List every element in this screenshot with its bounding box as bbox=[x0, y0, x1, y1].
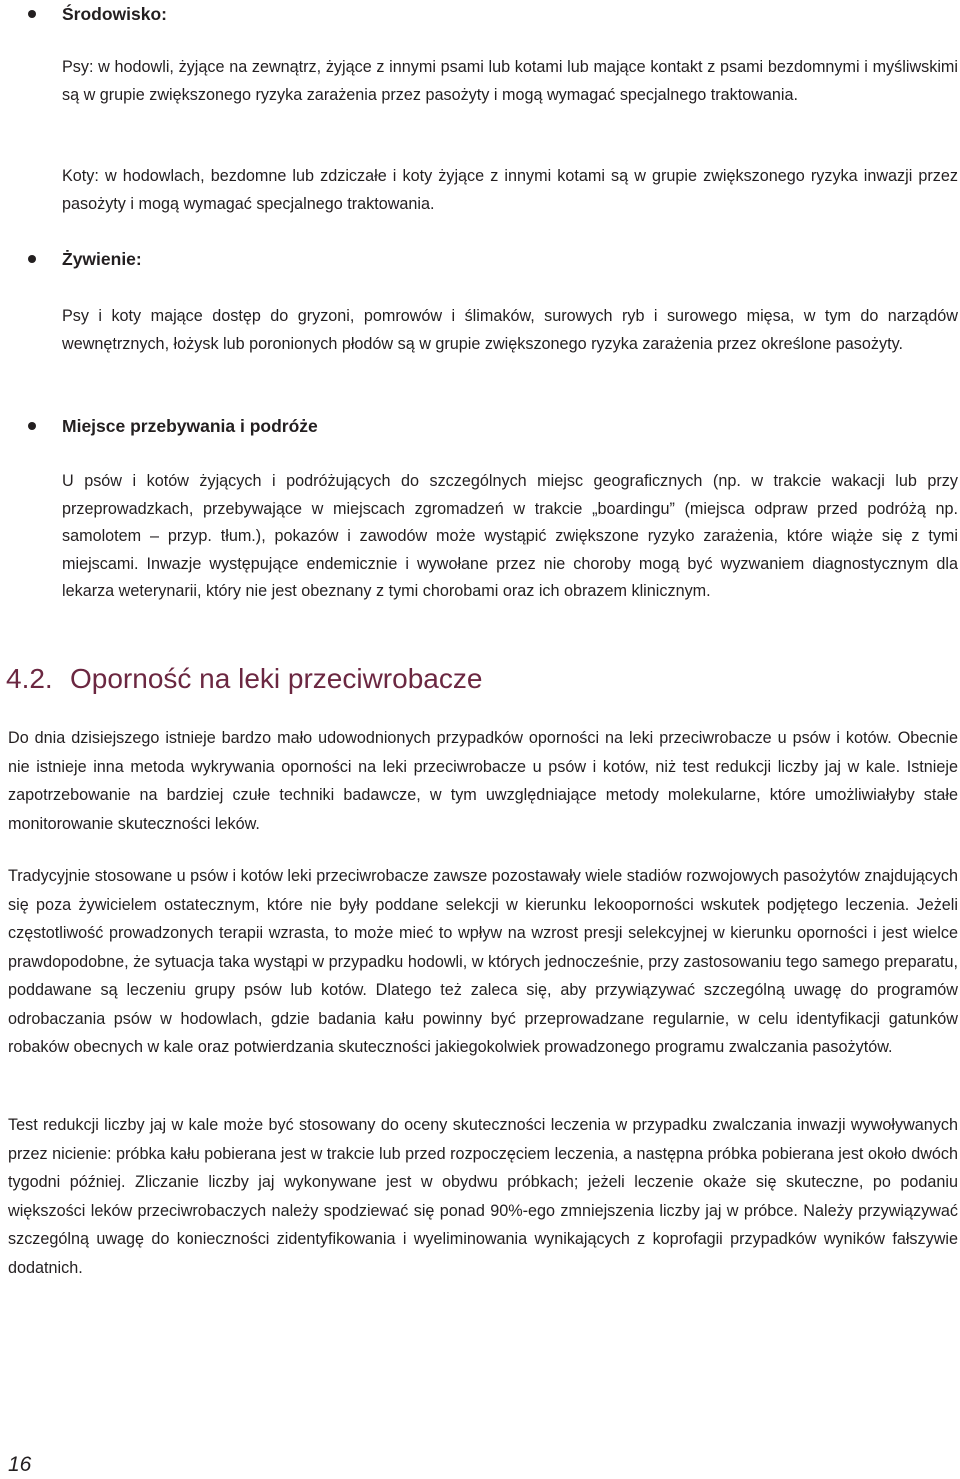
bullet-travel bbox=[0, 413, 960, 439]
section-heading bbox=[6, 660, 482, 698]
paragraph-egg-count-test: Test redukcji liczby jaj w kale może być stosowany do oceny skuteczności leczenia w przypadku zwalczania inwazji wywoływanych przez nicienie: próbka kału pobierana jest w trakcie lub przed rozpoczęciem leczenia, a następna próbka pobierana jest około dwóch tygodni później. Zliczanie liczby jaj wykonywane jest w obydwu próbkach; jeżeli leczenie okaże się skuteczne, po podaniu większości leków przeciwrobaczych należy spodziewać się ponad 90%-ego zmniejszenia liczby jaj w próbce. Należy przywiązywać szczególną uwagę do konieczności zidentyfikowania i wyeliminowania wynikających z koprofagii przypadków wyników fałszywie dodatnich. bbox=[8, 1116, 958, 1277]
bullet-dot-icon bbox=[28, 422, 36, 430]
bullet-title: Żywienie: bbox=[62, 249, 142, 269]
bullet-title: Środowisko: bbox=[62, 4, 168, 24]
page-number: 16 bbox=[8, 1453, 32, 1476]
paragraph-feeding: Psy i koty mające dostęp do gryzoni, pomrowów i ślimaków, surowych ryb i surowego mięsa, w tym do narządów wewnętrznych, łożysk lub poronionych płodów są w grupie zwiększonego ryzyka zarażenia przez określone pasożyty. bbox=[62, 307, 958, 353]
paragraph-resistance-intro: Do dnia dzisiejszego istnieje bardzo mało udowodnionych przypadków oporności na leki przeciwrobacze u psów i kotów. Obecnie nie istnieje inna metoda wykrywania oporności na leki przeciwrobacze u psów i kotów, niż test redukcji liczby jaj w kale. Istnieje zapotrzebowanie na bardziej czułe techniki badawcze, w tym uwzględniające metody molekularne, które umożliwiałyby stałe monitorowanie skuteczności leków. bbox=[8, 729, 958, 833]
paragraph-cats-environment: Koty: w hodowlach, bezdomne lub zdziczałe i koty żyjące z innymi kotami są w grupie zwiększonego ryzyka inwazji przez pasożyty i mogą wymagać specjalnego traktowania. bbox=[62, 167, 958, 213]
paragraph-travel: U psów i kotów żyjących i podróżujących do szczególnych miejsc geograficznych (np. w trakcie wakacji lub przy przeprowadzkach, przebywające w miejscach zgromadzeń w trakcie „boardingu” (miejsca odpraw przed podróżą np. samolotem – przyp. tłum.), pokazów i zawodów może wystąpić zwiększone ryzyko zarażenia, które wiąże się z tymi miejscami. Inwazje występujące endemicznie i wywołane przez nie choroby mogą być wyzwaniem diagnostycznym dla lekarza weterynarii, który nie jest obeznany z tymi chorobami oraz ich obrazem klinicznym. bbox=[62, 472, 958, 601]
bullet-dot-icon bbox=[28, 255, 36, 263]
paragraph-resistance-selection: Tradycyjnie stosowane u psów i kotów leki przeciwrobacze zawsze pozostawały wiele stadiów rozwojowych pasożytów znajdujących się poza żywicielem ostatecznym, które nie były poddane selekcji w kierunku lekooporności wskutek podjętego leczenia. Jeżeli częstotliwość prowadzonych terapii wzrasta, to może mieć to wpływ na wzrost presji selekcyjnej w kierunku oporności i jest wielce prawdopodobne, że sytuacja taka wystąpi w przypadku hodowli, w których jednocześnie, przy zastosowaniu tego samego preparatu, poddawane są leczeniu grupy psów lub kotów. Dlatego też zaleca się, aby przywiązywać szczególną uwagę do programów odrobaczania psów w hodowlach, gdzie badania kału powinny być przeprowadzane regularnie, w celu identyfikacji gatunków robaków obecnych w kale oraz potwierdzania skuteczności jakiegokolwiek prowadzonego programu zwalczania pasożytów. bbox=[8, 867, 958, 1056]
bullet-feeding bbox=[0, 246, 960, 272]
bullet-environment bbox=[0, 1, 960, 27]
section-title: Oporność na leki przeciwrobacze bbox=[70, 663, 483, 694]
paragraph-dogs-environment: Psy: w hodowli, żyjące na zewnątrz, żyjące z innymi psami lub kotami lub mające kontakt z psami bezdomnymi i myśliwskimi są w grupie zwiększonego ryzyka zarażenia przez pasożyty i mogą wymagać specjalnego traktowania. bbox=[62, 58, 958, 104]
bullet-dot-icon bbox=[28, 10, 36, 18]
section-number: 4.2. bbox=[6, 663, 53, 694]
bullet-title: Miejsce przebywania i podróże bbox=[62, 416, 318, 436]
